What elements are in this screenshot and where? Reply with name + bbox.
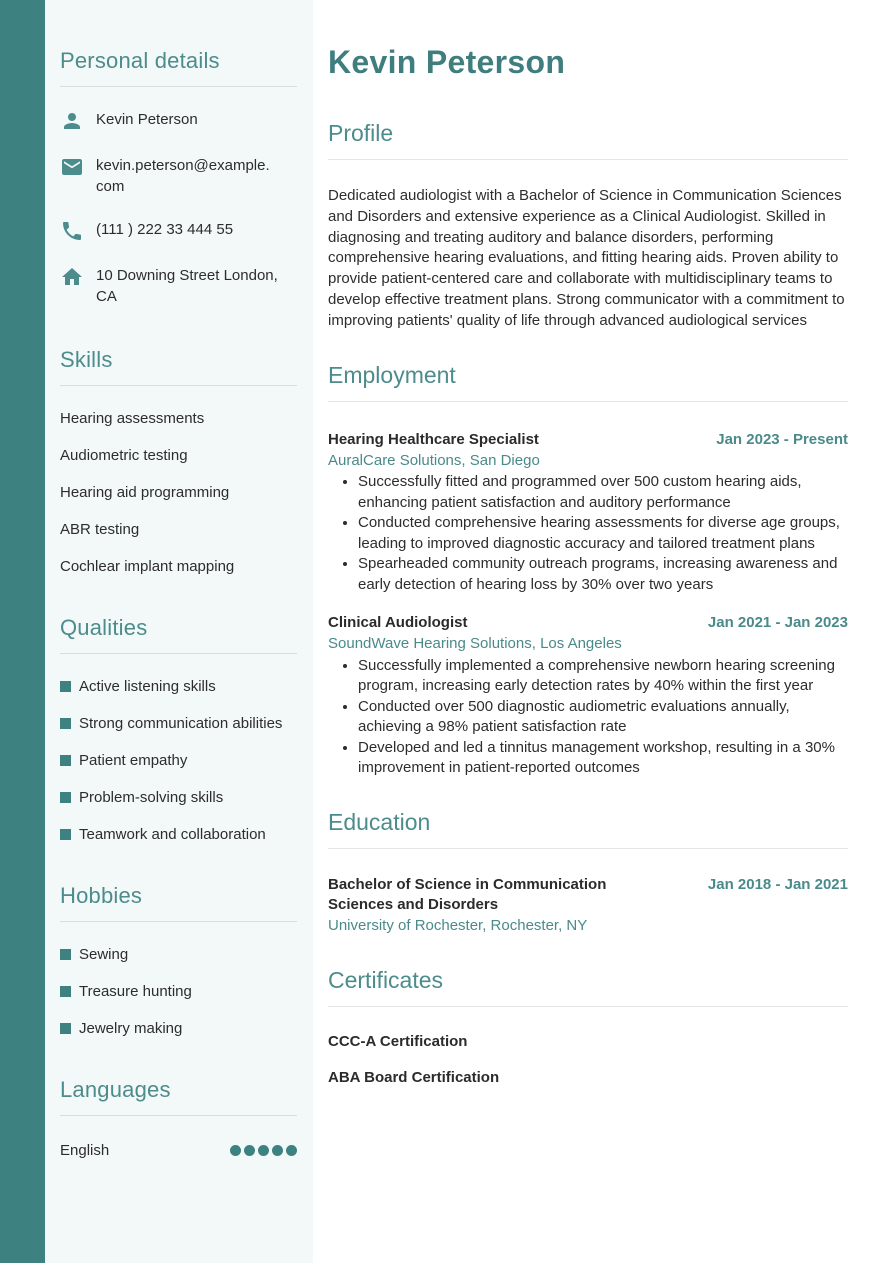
personal-name-text: Kevin Peterson	[96, 111, 198, 128]
job-bullet-list	[328, 656, 848, 779]
square-bullet-icon	[60, 755, 71, 766]
phone-icon	[60, 219, 84, 243]
language-level-dot	[230, 1145, 241, 1156]
quality-item	[60, 789, 297, 806]
personal-phone-text: (111 ) 222 33 444 55	[96, 221, 234, 238]
language-row	[60, 1142, 297, 1159]
job-entry	[328, 430, 848, 596]
languages-section	[60, 1077, 297, 1159]
hobby-label: Sewing	[79, 946, 129, 963]
certificate-item: ABA Board Certification	[328, 1068, 500, 1086]
employment-title: Employment	[328, 362, 848, 402]
job-entry	[328, 613, 848, 779]
accent-stripe	[0, 0, 45, 1263]
home-icon	[60, 265, 84, 289]
language-level-dot	[258, 1145, 269, 1156]
personal-item-address	[60, 265, 297, 307]
job-bullet: • Successfully fitted and programmed over 500 custom hearing aids, enhancing patient satisfaction and auditory performance	[358, 472, 848, 513]
job-company: AuralCare Solutions, San Diego	[328, 451, 540, 469]
quality-item	[60, 715, 297, 732]
qualities-title: Qualities	[60, 615, 297, 654]
square-bullet-icon	[60, 718, 71, 729]
hobby-label: Jewelry making	[79, 1020, 183, 1037]
languages-title: Languages	[60, 1077, 297, 1116]
sidebar	[45, 0, 313, 1263]
skill-item: Cochlear implant mapping	[60, 558, 235, 575]
hobbies-title: Hobbies	[60, 883, 297, 922]
hobby-item	[60, 983, 297, 1000]
square-bullet-icon	[60, 1023, 71, 1034]
language-level-dot	[244, 1145, 255, 1156]
quality-label: Teamwork and collaboration	[79, 826, 266, 843]
page-title: Kevin Peterson	[328, 44, 566, 80]
hobby-item	[60, 946, 297, 963]
skill-item: Audiometric testing	[60, 447, 188, 464]
job-bullet: • Successfully implemented a comprehensive newborn hearing screening program, increasing early detection rates by 40% within the first year	[358, 656, 848, 697]
certificate-item: CCC-A Certification	[328, 1032, 468, 1050]
job-role: Clinical Audiologist	[328, 614, 468, 632]
job-bullet: • Conducted comprehensive hearing assessments for diverse age groups, leading to improved diagnostic accuracy and tailored treatment plans	[358, 513, 848, 554]
quality-label: Strong communication abilities	[79, 715, 283, 732]
education-degree: Bachelor of Science in Communication Sciences and Disorders	[328, 875, 607, 914]
job-bullet-list	[328, 472, 848, 595]
skills-section	[60, 347, 297, 575]
personal-item-email	[60, 155, 297, 197]
job-dates: Jan 2021 - Jan 2023	[707, 614, 848, 632]
employment-section	[328, 362, 848, 779]
language-level-indicator	[227, 1145, 297, 1156]
square-bullet-icon	[60, 829, 71, 840]
job-role: Hearing Healthcare Specialist	[328, 430, 539, 448]
education-title: Education	[328, 809, 848, 849]
quality-item	[60, 678, 297, 695]
personal-email-text: kevin.peterson@example.com	[96, 157, 270, 195]
education-school: University of Rochester, Rochester, NY	[328, 917, 588, 935]
profile-title: Profile	[328, 120, 848, 160]
job-company: SoundWave Hearing Solutions, Los Angeles	[328, 635, 622, 653]
quality-label: Patient empathy	[79, 752, 188, 769]
job-bullet: • Spearheaded community outreach programs, increasing awareness and early detection of hearing loss by 30% over two years	[358, 554, 848, 595]
profile-text: Dedicated audiologist with a Bachelor of Science in Communication Sciences and Disorders and extensive experience as a Clinical Audiologist. Skilled in diagnosing and treating auditory and balance disorders, performing comprehensive hearing evaluations, and fitting hearing aids. Proven ability to provide patient-centered care and collaborate with multidisciplinary teams to develop effective treatment plans. Strong communicator with a commitment to improving patients' quality of life through advanced audiological services	[328, 187, 845, 329]
personal-item-phone	[60, 219, 297, 243]
profile-section	[328, 120, 848, 332]
quality-label: Active listening skills	[79, 678, 216, 695]
language-level-dot	[272, 1145, 283, 1156]
hobby-item	[60, 1020, 297, 1037]
education-section	[328, 809, 848, 937]
education-entry	[328, 875, 848, 937]
square-bullet-icon	[60, 986, 71, 997]
hobby-label: Treasure hunting	[79, 983, 192, 1000]
email-icon	[60, 155, 84, 179]
skill-item: ABR testing	[60, 521, 140, 538]
job-header	[328, 430, 848, 451]
square-bullet-icon	[60, 681, 71, 692]
language-level-dot	[286, 1145, 297, 1156]
certificates-title: Certificates	[328, 967, 848, 1007]
language-name: English	[60, 1142, 110, 1159]
skill-item: Hearing assessments	[60, 410, 205, 427]
education-header	[328, 875, 848, 916]
job-dates: Jan 2023 - Present	[716, 430, 848, 448]
qualities-section	[60, 615, 297, 843]
quality-item	[60, 752, 297, 769]
quality-label: Problem-solving skills	[79, 789, 224, 806]
skill-item: Hearing aid programming	[60, 484, 230, 501]
job-bullet: • Developed and led a tinnitus management workshop, resulting in a 30% improvement in patient-reported outcomes	[358, 738, 848, 779]
personal-address-text: 10 Downing Street London, CA	[96, 267, 278, 305]
hobbies-section	[60, 883, 297, 1037]
person-icon	[60, 109, 84, 133]
square-bullet-icon	[60, 949, 71, 960]
main-content	[313, 0, 893, 1263]
personal-details-title: Personal details	[60, 48, 297, 87]
personal-item-name	[60, 109, 297, 133]
education-dates: Jan 2018 - Jan 2021	[707, 875, 848, 893]
personal-details-section	[60, 48, 297, 307]
skills-title: Skills	[60, 347, 297, 386]
quality-item	[60, 826, 297, 843]
certificates-section	[328, 967, 848, 1086]
job-header	[328, 613, 848, 634]
job-bullet: • Conducted over 500 diagnostic audiometric evaluations annually, achieving a 98% patient satisfaction rate	[358, 697, 848, 738]
square-bullet-icon	[60, 792, 71, 803]
